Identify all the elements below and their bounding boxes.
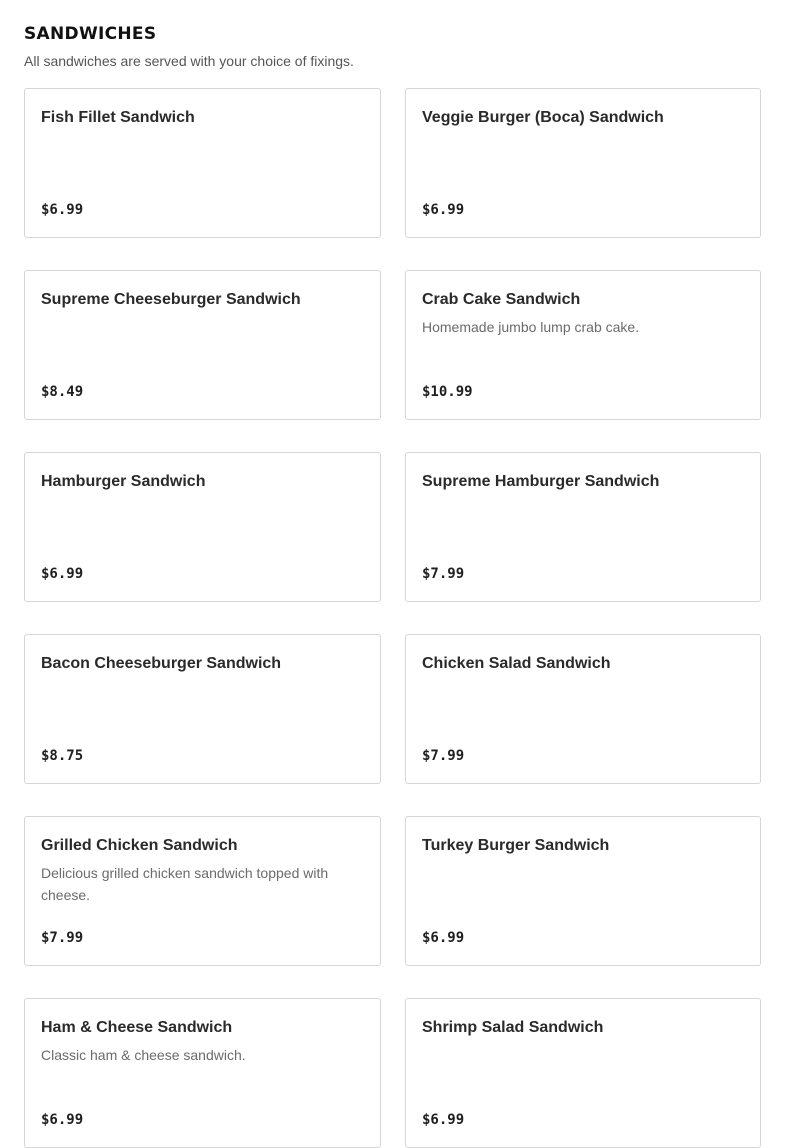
menu-item-description: Delicious grilled chicken sandwich topped with cheese. — [41, 865, 329, 903]
menu-item-price: $7.99 — [41, 930, 84, 946]
section-subtitle: All sandwiches are served with your choice of fixings. — [24, 53, 354, 69]
menu-item-price: $6.99 — [422, 1112, 465, 1128]
menu-item-description: Classic ham & cheese sandwich. — [41, 1047, 246, 1063]
section-title: SANDWICHES — [24, 24, 157, 44]
menu-item-name: Turkey Burger Sandwich — [422, 837, 610, 854]
menu-item-card[interactable] — [24, 816, 381, 966]
menu-item-card[interactable] — [24, 634, 381, 784]
menu-item-name: Crab Cake Sandwich — [422, 291, 581, 308]
menu-item-grid — [24, 88, 761, 1148]
menu-item-name: Supreme Cheeseburger Sandwich — [41, 291, 301, 308]
menu-item-card[interactable] — [405, 452, 761, 602]
menu-item-price: $7.99 — [422, 748, 465, 764]
menu-item-card[interactable] — [405, 634, 761, 784]
menu-item-name: Supreme Hamburger Sandwich — [422, 473, 660, 490]
menu-item-price: $6.99 — [41, 566, 84, 582]
menu-item-price: $6.99 — [41, 1112, 84, 1128]
menu-item-name: Hamburger Sandwich — [41, 473, 206, 490]
menu-item-card[interactable] — [24, 88, 381, 238]
menu-item-name: Ham & Cheese Sandwich — [41, 1019, 233, 1036]
menu-item-description: Homemade jumbo lump crab cake. — [422, 319, 640, 335]
menu-item-card[interactable] — [405, 998, 761, 1148]
menu-item-card[interactable] — [24, 998, 381, 1148]
menu-item-name: Veggie Burger (Boca) Sandwich — [422, 109, 664, 126]
menu-item-price: $8.49 — [41, 384, 84, 400]
menu-item-card[interactable] — [24, 452, 381, 602]
menu-item-card[interactable] — [405, 88, 761, 238]
menu-item-name: Fish Fillet Sandwich — [41, 109, 195, 126]
menu-item-price: $8.75 — [41, 748, 84, 764]
menu-item-name: Bacon Cheeseburger Sandwich — [41, 655, 282, 672]
menu-item-card[interactable] — [24, 270, 381, 420]
menu-item-name: Grilled Chicken Sandwich — [41, 837, 238, 854]
menu-item-price: $6.99 — [41, 202, 84, 218]
menu-item-card[interactable] — [405, 270, 761, 420]
menu-item-price: $6.99 — [422, 202, 465, 218]
menu-item-name: Shrimp Salad Sandwich — [422, 1019, 604, 1036]
menu-item-price: $7.99 — [422, 566, 465, 582]
menu-item-name: Chicken Salad Sandwich — [422, 655, 611, 672]
menu-item-card[interactable] — [405, 816, 761, 966]
menu-item-price: $10.99 — [422, 384, 473, 400]
menu-item-price: $6.99 — [422, 930, 465, 946]
